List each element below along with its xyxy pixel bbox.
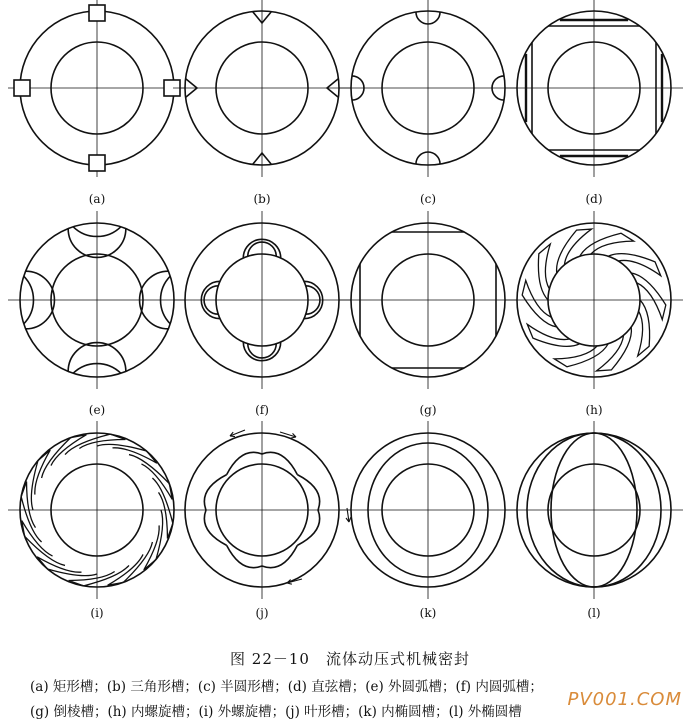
panel-caption-b: (b) (253, 192, 271, 206)
panel-caption-l: (l) (587, 606, 601, 620)
spiral-groove-mark (522, 280, 557, 327)
panel-caption-e: (e) (88, 403, 106, 417)
spiral-groove-mark (580, 233, 634, 256)
spiral-groove-mark (97, 444, 157, 463)
spiral-groove-mark (31, 450, 50, 510)
panel-a (8, 0, 186, 177)
legend-line-1: (a) 矩形槽；(b) 三角形槽；(c) 半圆形槽；(d) 直弦槽；(e) 外圆弧槽；(f) 内圆弧槽； (30, 679, 543, 695)
spiral-groove-mark (37, 557, 97, 576)
legend-line-2: (g) 倒棱槽；(h) 内螺旋槽；(i) 外螺旋槽；(j) 叶形槽；(k) 内椭圆槽；(l) 外椭圆槽 (30, 704, 522, 720)
panel-b (173, 0, 351, 177)
spiral-groove-mark (527, 324, 580, 346)
panel-caption-f: (f) (255, 403, 269, 417)
watermark-logo: PV001.COM (567, 689, 682, 710)
panel-e (8, 211, 186, 389)
panel-caption-j: (j) (255, 606, 269, 620)
panel-caption-a: (a) (88, 192, 106, 206)
panel-caption-d: (d) (585, 192, 603, 206)
panel-g (339, 211, 517, 389)
panel-i (8, 421, 186, 599)
panel-l (505, 421, 683, 599)
panel-caption-h: (h) (585, 403, 603, 417)
rect-groove-mark (14, 80, 30, 96)
rect-groove-mark (89, 5, 105, 21)
panel-caption-i: (i) (90, 606, 104, 620)
panel-d (505, 0, 683, 177)
spiral-groove-mark (631, 273, 666, 320)
panel-caption-k: (k) (419, 606, 437, 620)
spiral-groove-mark (554, 344, 608, 367)
panel-c (339, 0, 517, 177)
rect-groove-mark (89, 155, 105, 171)
panel-caption-c: (c) (419, 192, 437, 206)
panel-caption-g: (g) (419, 403, 437, 417)
figure-title: 图 22－10 流体动压式机械密封 (230, 650, 470, 668)
panel-h (505, 211, 683, 389)
spiral-groove-mark (144, 510, 163, 570)
spiral-groove-mark (608, 254, 661, 276)
panel-j (173, 421, 351, 599)
panel-f (173, 211, 351, 389)
panel-k (339, 421, 517, 599)
